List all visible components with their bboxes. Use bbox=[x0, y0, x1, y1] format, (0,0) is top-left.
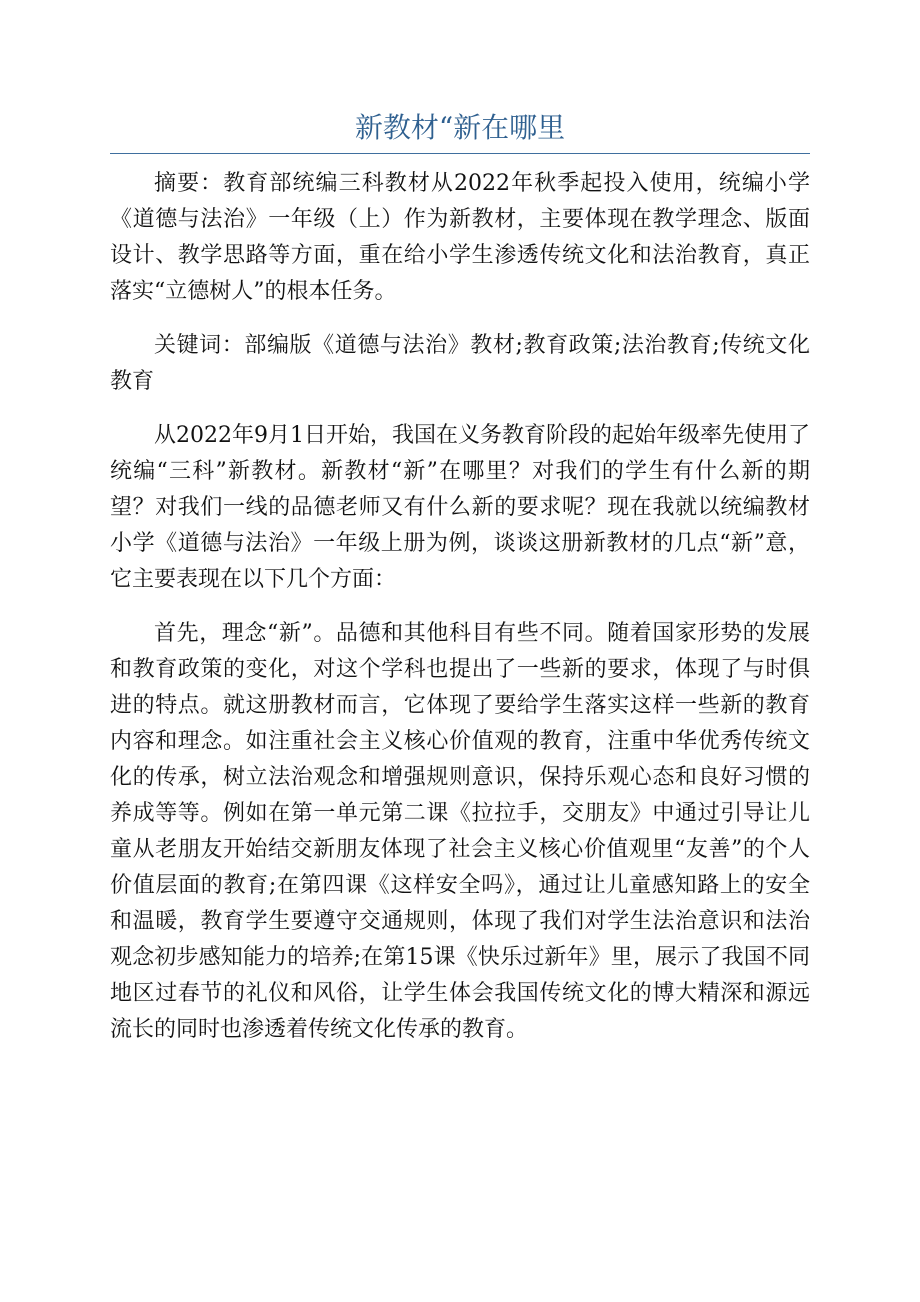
keywords-paragraph: 关键词：部编版《道德与法治》教材;教育政策;法治教育;传统文化教育 bbox=[110, 333, 810, 394]
abstract-paragraph: 摘要：教育部统编三科教材从2022年秋季起投入使用，统编小学《道德与法治》一年级（上）作为新教材，主要体现在教学理念、版面设计、教学思路等方面，重在给小学生渗透传统文化和法治教育，真正落实“立德树人”的根本任务。 bbox=[110, 171, 810, 304]
intro-paragraph: 从2022年9月1日开始，我国在义务教育阶段的起始年级率先使用了统编“三科”新教材。新教材“新”在哪里？对我们的学生有什么新的期望？对我们一线的品德老师又有什么新的要求呢？现在我就以统编教材小学《道德与法治》一年级上册为例，谈谈这册新教材的几点“新”意，它主要表现在以下几个方面： bbox=[110, 423, 810, 592]
document-body bbox=[110, 166, 810, 1066]
body-paragraph: 首先，理念“新”。品德和其他科目有些不同。随着国家形势的发展和教育政策的变化，对这个学科也提出了一些新的要求，体现了与时俱进的特点。就这册教材而言，它体现了要给学生落实这样一些新的教育内容和理念。如注重社会主义核心价值观的教育，注重中华优秀传统文化的传承，树立法治观念和增强规则意识，保持乐观心态和良好习惯的养成等等。例如在第一单元第二课《拉拉手，交朋友》中通过引导让儿童从老朋友开始结交新朋友体现了社会主义核心价值观里“友善”的个人价值层面的教育;在第四课《这样安全吗》，通过让儿童感知路上的安全和温暖，教育学生要遵守交通规则，体现了我们对学生法治意识和法治观念初步感知能力的培养;在第15课《快乐过新年》里，展示了我国不同地区过春节的礼仪和风俗，让学生体会我国传统文化的博大精深和源远流长的同时也渗透着传统文化传承的教育。 bbox=[110, 621, 810, 1042]
title-divider bbox=[110, 153, 810, 154]
document-title: 新教材“新在哪里 bbox=[354, 111, 566, 144]
